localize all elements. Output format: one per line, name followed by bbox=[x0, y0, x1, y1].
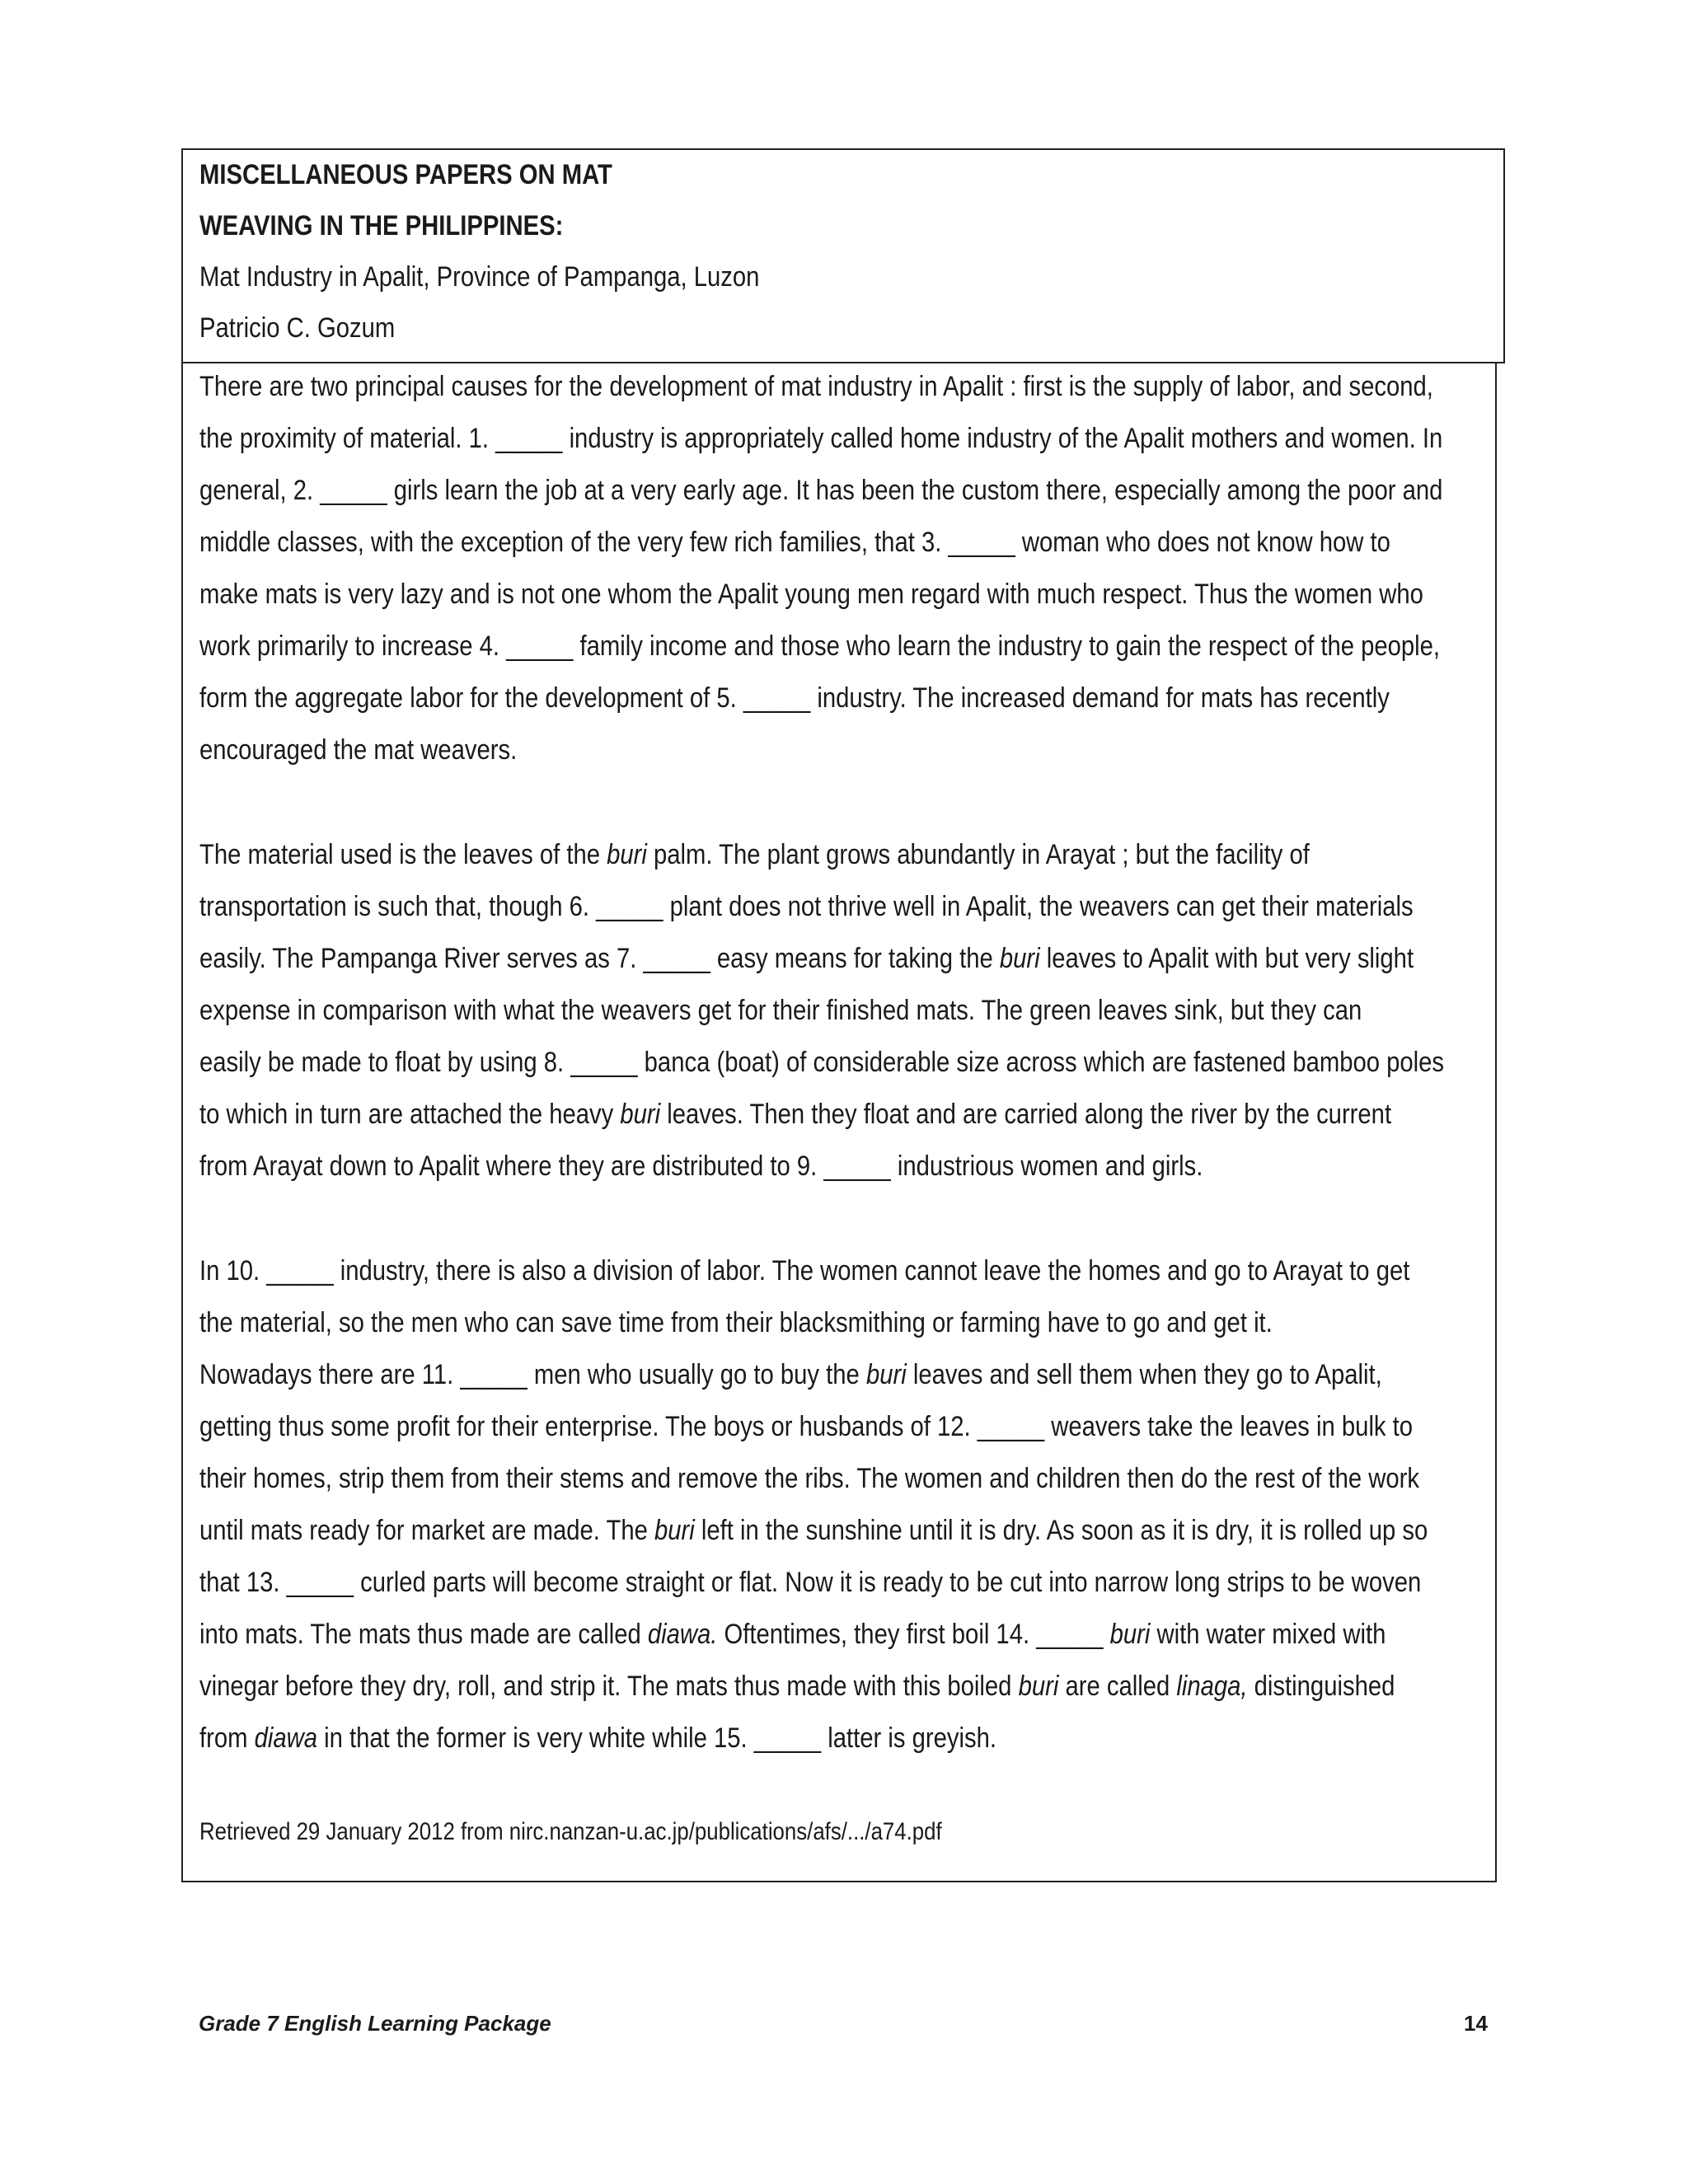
paragraph-3-line bbox=[199, 1514, 1428, 1547]
text-segment: Nowadays there are 11. _____ men who usually go to buy the bbox=[199, 1359, 866, 1390]
text-segment: encouraged the mat weavers. bbox=[199, 734, 518, 766]
footer-page-number: 14 bbox=[1464, 2011, 1488, 2036]
italic-term: buri bbox=[1018, 1671, 1059, 1702]
article-body bbox=[181, 362, 1497, 1882]
italic-term: buri bbox=[607, 839, 647, 870]
italic-term: diawa bbox=[254, 1722, 318, 1754]
paragraph-3-line bbox=[199, 1410, 1413, 1443]
paragraph-1-line bbox=[199, 682, 1390, 715]
text-segment: with water mixed with bbox=[1150, 1619, 1386, 1650]
paragraph-3-line bbox=[199, 1722, 996, 1755]
text-segment: are called bbox=[1058, 1671, 1177, 1702]
text-segment: into mats. The mats thus made are called bbox=[199, 1619, 648, 1650]
paragraph-3-line bbox=[199, 1670, 1395, 1703]
paragraph-3-line bbox=[199, 1566, 1421, 1599]
paragraph-1-line bbox=[199, 422, 1442, 455]
text-segment: left in the sunshine until it is dry. As soon as it is dry, it is rolled up so bbox=[694, 1515, 1428, 1546]
text-segment: from bbox=[199, 1722, 255, 1754]
paragraph-1-line bbox=[199, 474, 1442, 507]
text-segment: make mats is very lazy and is not one whom the Apalit young men regard with much respect. Thus the women who bbox=[199, 579, 1423, 610]
text-segment: to which in turn are attached the heavy bbox=[199, 1099, 621, 1130]
paragraph-3-line bbox=[199, 1306, 1273, 1339]
paragraph-1-line bbox=[199, 370, 1433, 403]
text-segment: getting thus some profit for their enterprise. The boys or husbands of 12. _____ weavers take the leaves in bulk to bbox=[199, 1411, 1414, 1442]
italic-term: linaga, bbox=[1176, 1671, 1248, 1702]
header-box bbox=[181, 148, 1505, 363]
text-segment: their homes, strip them from their stems and remove the ribs. The women and children then do the rest of the work bbox=[199, 1463, 1420, 1494]
text-segment: work primarily to increase 4. _____ family income and those who learn the industry to gain the respect of the people, bbox=[199, 630, 1441, 662]
text-segment: leaves. Then they float and are carried along the river by the current bbox=[660, 1099, 1392, 1130]
italic-term: buri bbox=[1109, 1619, 1151, 1650]
text-segment: until mats ready for market are made. The bbox=[199, 1515, 655, 1546]
paragraph-2-line bbox=[199, 942, 1414, 975]
text-segment: in that the former is very white while 15. _____ latter is greyish. bbox=[317, 1722, 996, 1754]
paragraph-2-line bbox=[199, 890, 1414, 923]
text-segment: vinegar before they dry, roll, and strip it. The mats thus made with this boiled bbox=[199, 1671, 1019, 1702]
paragraph-1-line bbox=[199, 630, 1440, 663]
paragraph-2-line bbox=[199, 1150, 1203, 1183]
text-segment: distinguished bbox=[1247, 1671, 1395, 1702]
paragraph-1-line bbox=[199, 526, 1390, 559]
italic-term: diawa. bbox=[647, 1619, 718, 1650]
document-title-line-1: MISCELLANEOUS PAPERS ON MAT bbox=[199, 159, 612, 190]
footer-package-name: Grade 7 English Learning Package bbox=[199, 2011, 551, 2036]
paragraph-3-line bbox=[199, 1462, 1419, 1495]
document-author: Patricio C. Gozum bbox=[199, 312, 396, 344]
text-segment: from Arayat down to Apalit where they are distributed to 9. _____ industrious women and girls. bbox=[199, 1151, 1203, 1182]
text-segment: that 13. _____ curled parts will become straight or flat. Now it is ready to be cut into narrow long strips to be woven bbox=[199, 1567, 1422, 1598]
paragraph-1-line bbox=[199, 733, 517, 766]
text-segment: general, 2. _____ girls learn the job at a very early age. It has been the custom there, especially among the poor and bbox=[199, 475, 1443, 506]
document-subtitle: Mat Industry in Apalit, Province of Pampanga, Luzon bbox=[199, 261, 760, 293]
paragraph-2-line bbox=[199, 1098, 1391, 1131]
paragraph-2-line bbox=[199, 1046, 1444, 1079]
text-segment: In 10. _____ industry, there is also a division of labor. The women cannot leave the homes and go to Arayat to get bbox=[199, 1255, 1410, 1286]
paragraph-3-line bbox=[199, 1618, 1386, 1651]
text-segment: Oftentimes, they first boil 14. _____ bbox=[717, 1619, 1110, 1650]
text-segment: The material used is the leaves of the bbox=[199, 839, 607, 870]
text-segment: middle classes, with the exception of the very few rich families, that 3. _____ woman who does not know how to bbox=[199, 527, 1390, 558]
text-segment: form the aggregate labor for the development of 5. _____ industry. The increased demand for mats has recently bbox=[199, 682, 1390, 714]
text-segment: There are two principal causes for the development of mat industry in Apalit : first is the supply of labor, and second, bbox=[199, 371, 1433, 402]
paragraph-1-line bbox=[199, 578, 1423, 611]
text-segment: palm. The plant grows abundantly in Arayat ; but the facility of bbox=[646, 839, 1310, 870]
text-segment: transportation is such that, though 6. _____ plant does not thrive well in Apalit, the weavers can get their materials bbox=[199, 891, 1414, 922]
text-segment: easily be made to float by using 8. _____ banca (boat) of considerable size across which are fastened bamboo poles bbox=[199, 1047, 1445, 1078]
document-title-line-2: WEAVING IN THE PHILIPPINES: bbox=[199, 210, 564, 241]
text-segment: easily. The Pampanga River serves as 7. _____ easy means for taking the bbox=[199, 943, 1000, 974]
source-citation: Retrieved 29 January 2012 from nirc.nanzan-u.ac.jp/publications/afs/.../a74.pdf bbox=[199, 1818, 942, 1845]
text-segment: leaves to Apalit with but very slight bbox=[1039, 943, 1414, 974]
italic-term: buri bbox=[999, 943, 1040, 974]
text-segment: expense in comparison with what the weavers get for their finished mats. The green leaves sink, but they can bbox=[199, 995, 1362, 1026]
text-segment: leaves and sell them when they go to Apalit, bbox=[906, 1359, 1382, 1390]
italic-term: buri bbox=[865, 1359, 907, 1390]
italic-term: buri bbox=[654, 1515, 695, 1546]
paragraph-3-line bbox=[199, 1254, 1409, 1287]
text-segment: the proximity of material. 1. _____ industry is appropriately called home industry of the Apalit mothers and women. In bbox=[199, 423, 1443, 454]
paragraph-2-line bbox=[199, 994, 1362, 1027]
italic-term: buri bbox=[620, 1099, 661, 1130]
text-segment: the material, so the men who can save time from their blacksmithing or farming have to go and get it. bbox=[199, 1307, 1273, 1338]
paragraph-3-line bbox=[199, 1358, 1382, 1391]
paragraph-2-line bbox=[199, 838, 1310, 871]
